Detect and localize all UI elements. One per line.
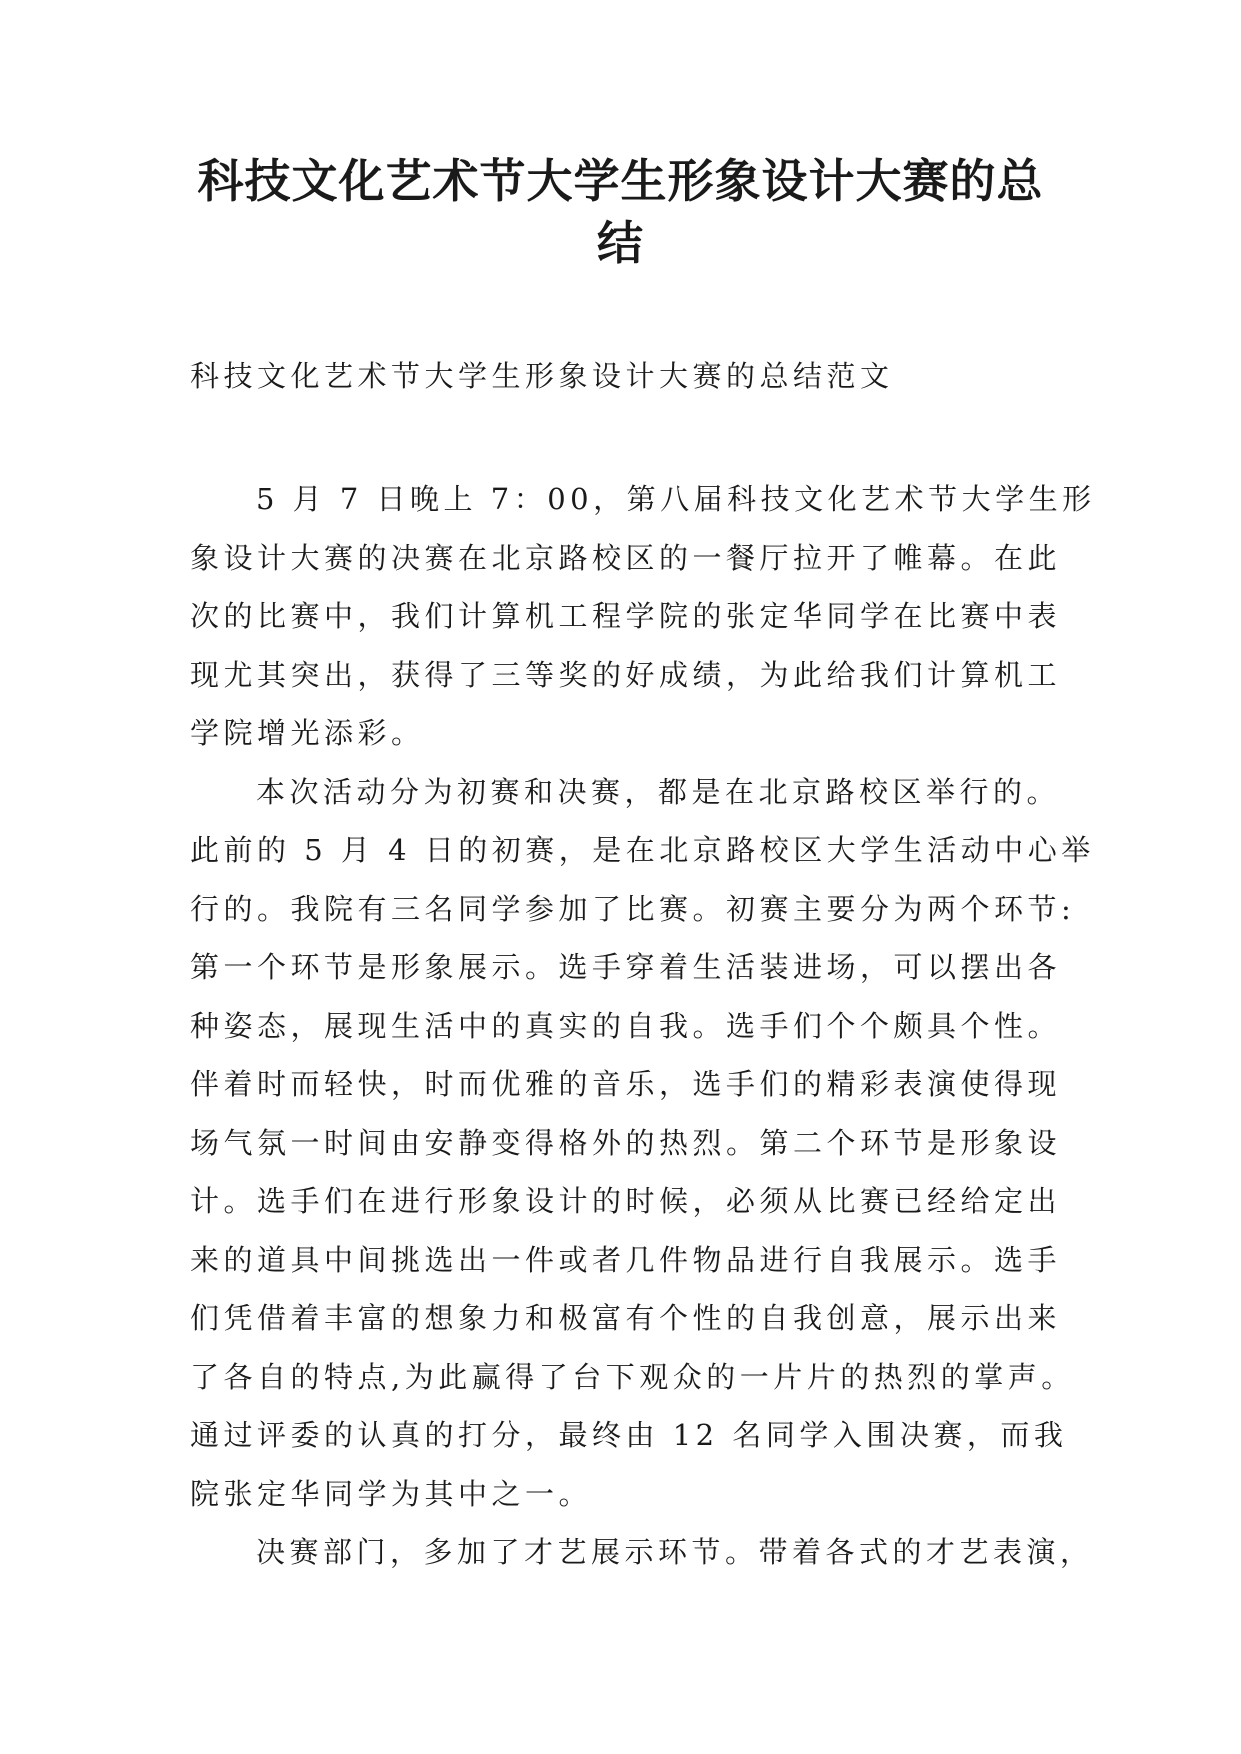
paragraph-2 xyxy=(190,763,1095,1524)
paragraph-line: 计。选手们在进行形象设计的时候，必须从比赛已经给定出 xyxy=(190,1184,1062,1218)
paragraph-line: 院张定华同学为其中之一。 xyxy=(190,1476,593,1511)
document-subtitle: 科技文化艺术节大学生形象设计大赛的总结范文 xyxy=(190,359,894,393)
title-line-2: 结 xyxy=(597,216,644,270)
paragraph-line: 伴着时而轻快，时而优雅的音乐，选手们的精彩表演使得现 xyxy=(190,1067,1062,1101)
paragraph-3 xyxy=(190,1523,1094,1582)
document-body xyxy=(190,470,1096,1582)
paragraph-line: 种姿态，展现生活中的真实的自我。选手们个个颇具个性。 xyxy=(190,1008,1062,1043)
title-line-1: 科技文化艺术节大学生形象设计大赛的总 xyxy=(197,154,1044,208)
paragraph-line: 行的。我院有三名同学参加了比赛。初赛主要分为两个环节: xyxy=(190,891,1076,926)
paragraph-line: 次的比赛中，我们计算机工程学院的张定华同学在比赛中表 xyxy=(190,599,1062,633)
paragraph-line: 们凭借着丰富的想象力和极富有个性的自我创意，展示出来 xyxy=(190,1301,1062,1335)
paragraph-line: 了各自的特点,为此赢得了台下观众的一片片的热烈的掌声。 xyxy=(190,1359,1075,1394)
paragraph-line: 本次活动分为初赛和决赛，都是在北京路校区举行的。 xyxy=(256,774,1061,809)
paragraph-line: 5 月 7 日晚上 7：00，第八届科技文化艺术节大学生形 xyxy=(256,482,1096,516)
paragraph-line: 此前的 5 月 4 日的初赛，是在北京路校区大学生活动中心举 xyxy=(190,833,1095,867)
paragraph-line: 现尤其突出，获得了三等奖的好成绩，为此给我们计算机工 xyxy=(190,657,1062,692)
paragraph-1 xyxy=(190,470,1096,763)
paragraph-line: 学院增光添彩。 xyxy=(190,716,425,750)
paragraph-line: 场气氛一时间由安静变得格外的热烈。第二个环节是形象设 xyxy=(190,1125,1062,1160)
paragraph-line: 象设计大赛的决赛在北京路校区的一餐厅拉开了帷幕。在此 xyxy=(190,540,1062,575)
paragraph-line: 决赛部门，多加了才艺展示环节。带着各式的才艺表演， xyxy=(256,1535,1094,1569)
paragraph-line: 通过评委的认真的打分，最终由 12 名同学入围决赛，而我 xyxy=(190,1418,1068,1452)
paragraph-line: 来的道具中间挑选出一件或者几件物品进行自我展示。选手 xyxy=(190,1242,1062,1277)
paragraph-line: 第一个环节是形象展示。选手穿着生活装进场，可以摆出各 xyxy=(190,950,1062,984)
document-title xyxy=(190,150,1051,274)
